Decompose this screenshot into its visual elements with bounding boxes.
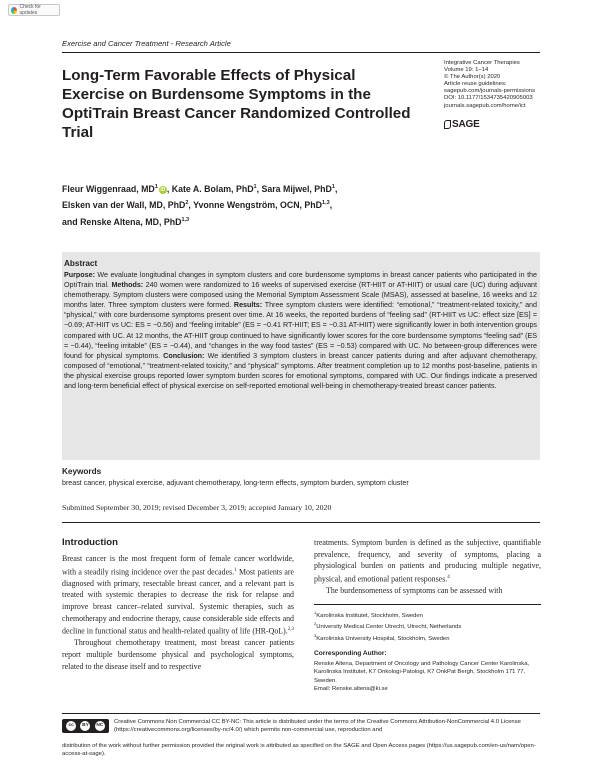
- author-affiliation-mark: 1: [154, 184, 158, 190]
- license-text: Creative Commons Non Commercial CC BY-NC: This article is distributed under the terms of the Creative Commons Attribution-NonCommercial 4.0 License (https://creativecommons.org/licenses/by-nc/4.0/) which permits non-commercial use, reproduction and: [114, 719, 521, 734]
- author-affiliation-mark: 1,3: [181, 216, 190, 223]
- journal-meta: [444, 60, 564, 110]
- orcid-icon[interactable]: iD: [160, 186, 166, 193]
- footer-rule: [62, 713, 540, 714]
- corresponding-author-address: Renske Altena, Department of Oncology and Pathology Cancer Center Karolinska, Karolinska Institutet, K7 Onkologi-Patologi, K7 OnkPat Bergh, Stockholm 171 77, Sweden.: [314, 661, 530, 684]
- affiliation-text: Karolinska Institutet, Stockholm, Sweden: [316, 612, 423, 619]
- meta-copyright: © The Author(s) 2020: [444, 74, 501, 81]
- article-title: Long-Term Favorable Effects of Physical Exercise on Burdensome Symptoms in the OptiTrain Breast Cancer Randomized Controlled Trial: [62, 67, 411, 141]
- body-left-column: [62, 553, 294, 672]
- meta-journal-name: Integrative Cancer Therapies: [444, 60, 520, 66]
- cc-icon: cc: [66, 721, 76, 731]
- crossmark-icon: [11, 7, 17, 14]
- meta-permissions-link[interactable]: sagepub.com/journals-permissions: [444, 88, 536, 95]
- keywords-list: breast cancer, physical exercise, adjuvant chemotherapy, long-term effects, symptom burden, symptom cluster: [62, 479, 409, 487]
- affiliation-mark: 1: [314, 610, 317, 615]
- corresponding-author-email[interactable]: Email: Renske.altena@ki.se: [314, 686, 388, 693]
- header-rule: [62, 52, 540, 53]
- sage-logo: [444, 119, 480, 130]
- author-name: Yvonne Wengström, OCN, PhD: [193, 200, 323, 211]
- paragraph: Throughout chemotherapy treatment, most breast cancer patients report multiple burdensome physical and psychological symptoms, related to the disease itself and to respective: [62, 638, 294, 671]
- affiliation-item: [314, 620, 541, 631]
- author-list: Fleur Wiggenraad, $MD^1$ iD , Kate A. Bolam, PhD$^1$, Sara Mijwel, PhD$^1$, Elsken van der Wall, MD, PhD$^2$, Yvonne Wengström, OCN, PhD$^{1,3}$, and Renske Altena, MD, PhD$^{1,3}$: [62, 183, 338, 227]
- body-right-column: [314, 537, 541, 597]
- citation-mark[interactable]: 2,3: [287, 627, 294, 633]
- affiliation-item: [314, 609, 541, 620]
- abstract-methods: 240 women were randomized to 16 weeks of supervised exercise (RT-HIIT or AT-HIIT) or usual care (UC) during adjuvant chemotherapy. Symptom clusters were composed using the Memorial Symptom Assessment Scale (MSAS), assessed at baseline, 16 weeks and 12 months later. Three symptom clusters were formed.: [64, 281, 537, 310]
- author-name: Sara Mijwel, PhD: [261, 183, 332, 194]
- citation-mark[interactable]: 1: [234, 567, 237, 573]
- journal-section-line: Exercise and Cancer Treatment - Research Article: [62, 39, 231, 48]
- affiliations: [314, 609, 541, 643]
- meta-reuse: Article reuse guidelines:: [444, 81, 507, 88]
- author-name: Elsken van der Wall, MD, PhD: [62, 200, 186, 211]
- check-for-updates-label: Check for updates: [19, 4, 41, 16]
- check-for-updates-badge[interactable]: [8, 4, 60, 16]
- paragraph-text: treatments. Symptom burden is defined as the subjective, quantifiable prevalence, frequency, and severity of symptoms, placing a physiological burden on patients and producing multiple negative, physical, and emotional patient responses.: [314, 538, 541, 584]
- meta-doi[interactable]: DOI: 10.1177/1534735420905003: [444, 95, 533, 102]
- submission-dates: Submitted September 30, 2019; revised December 3, 2019; accepted January 10, 2020: [62, 503, 332, 512]
- submission-rule: [62, 522, 540, 523]
- paragraph-text: Most patients are diagnosed with primary, resectable breast cancer, and a relevant part is treated with systemic therapies to decrease the risk for relapse and improve breast cancer–related survival. Systemic therapies, such as chemotherapy and endocrine therapy, cause considerable side effects and decline in functional status and health-related quality of life (HR-QoL).: [62, 567, 294, 636]
- abstract-body: [64, 270, 537, 391]
- author-affiliation-mark: 1,3: [322, 200, 330, 207]
- nc-icon: NC: [95, 721, 105, 731]
- corresponding-author: [314, 660, 541, 694]
- author-name: Kate A. Bolam, PhD: [171, 183, 254, 194]
- cc-license-badge[interactable]: [62, 719, 109, 733]
- abstract-label-purpose: Purpose:: [64, 271, 95, 279]
- author-name: Fleur Wiggenraad, MD: [62, 183, 155, 194]
- abstract-heading: Abstract: [64, 259, 98, 268]
- abstract-label-methods: Methods:: [111, 281, 144, 290]
- sage-mark-icon: [444, 120, 451, 129]
- paragraph: The burdensomeness of symptoms can be assessed with: [326, 586, 503, 595]
- citation-mark[interactable]: 4: [447, 574, 450, 580]
- author-affiliation-mark: 1: [253, 184, 257, 190]
- by-icon: BY: [80, 721, 90, 731]
- sage-logo-text: SAGE: [452, 119, 480, 130]
- introduction-heading: Introduction: [62, 537, 118, 548]
- abstract-label-results: Results:: [233, 301, 263, 310]
- affiliation-text: Karolinska University Hospital, Stockholm, Sweden: [316, 635, 450, 642]
- affiliation-mark: 3: [314, 632, 317, 638]
- paragraph: [314, 537, 541, 585]
- affiliation-text: University Medical Center Utrecht, Utrecht, Netherlands: [316, 624, 462, 631]
- paragraph: [62, 553, 294, 637]
- abstract-results: Three symptom clusters were identified: “emotional,” “treatment-related toxicity,” and “physical,” with core burdensome symptoms present over time. At 16 weeks, the reported burdens of “feeling sad” (RT-HIIT vs UC: effect size [ES] = −0.69; AT-HIIT vs UC: ES = −0.56) and “feeling irritable” (ES = −0.41 RT-HIIT; ES = −0.31 AT-HIIT) were significantly lower in both intervention groups compared with UC. At 12 months, the AT-HIIT group continued to have significantly lower scores for the core burdensome symptoms “feeling sad” (ES = −0.44), “feeling irritable” (ES = −0.44), and “changes in the way food tastes” (ES = −0.53) compared with UC. No between-group differences were found for physical symptoms.: [64, 301, 538, 360]
- affiliation-mark: 2: [314, 621, 317, 627]
- author-affiliation-mark: 2: [185, 200, 189, 207]
- abstract-conclusion: We identified 3 symptom clusters in breast cancer patients during and after adjuvant chemotherapy, composed of “emotional,” “treatment-related toxicity,” and “physical” symptoms. After treatment completion up to 12 months post-baseline, patients in the physical exercise groups reported lower symptom burden scores for emotional symptoms, compared with UC. Our findings indicate a preserved and long-term beneficial effect of physical exercise on self-reported emotional well-being in chemotherapy-treated breast cancer patients.: [64, 351, 538, 391]
- author-name: and Renske Altena, MD, PhD: [62, 216, 182, 227]
- abstract-label-conclusion: Conclusion:: [163, 351, 205, 360]
- license-text-continued: distribution of the work without further permission provided the original work is attributed as specified on the SAGE and Open Access pages (https://us.sagepub.com/en-us/nam/open-access-at-sage).: [62, 743, 536, 758]
- keywords-heading: Keywords: [62, 467, 102, 476]
- abstract-purpose: We evaluate longitudinal changes in symptom clusters and core burdensome symptoms in breast cancer patients who participated in the OptiTrain trial.: [64, 271, 537, 290]
- corresponding-author-heading: Corresponding Author:: [314, 650, 387, 657]
- meta-journal-link[interactable]: journals.sagepub.com/home/ict: [444, 102, 526, 109]
- affiliations-rule: [314, 604, 541, 605]
- affiliation-item: [314, 632, 541, 643]
- author-affiliation-mark: 1: [331, 184, 335, 190]
- paragraph-text: Breast cancer is the most frequent form of female cancer worldwide, with a steadily rising incidence over the past decades.: [62, 554, 294, 577]
- meta-volume: Volume 19: 1–14: [444, 67, 489, 74]
